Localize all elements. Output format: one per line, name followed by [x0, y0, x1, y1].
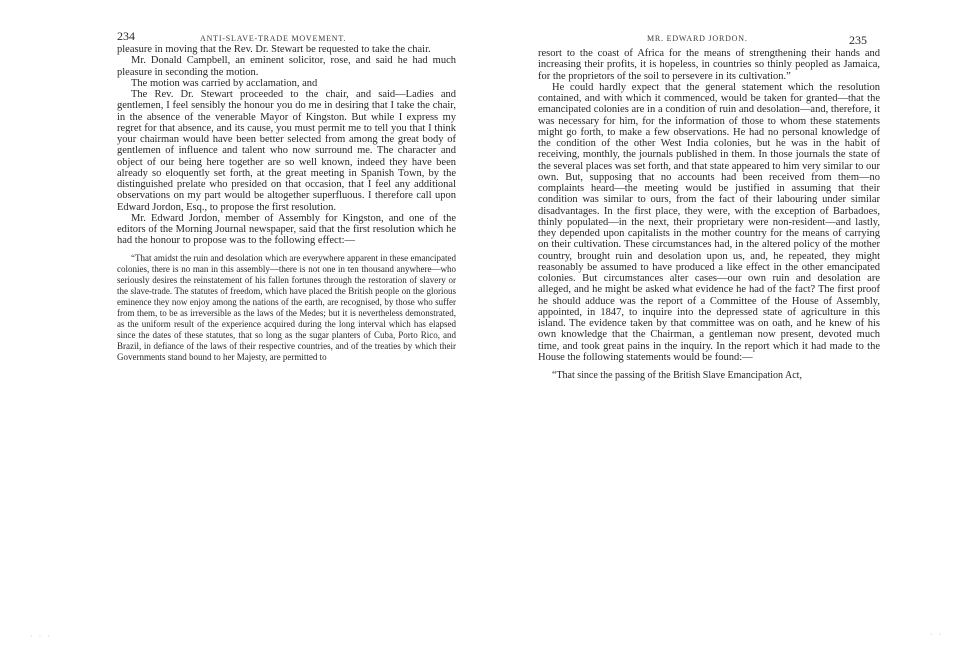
- paragraph: pleasure in moving that the Rev. Dr. Stewart be requested to take the chair.: [117, 44, 431, 55]
- text-column: [117, 44, 456, 363]
- page-number: 235: [849, 33, 867, 47]
- running-head: MR. EDWARD JORDON.: [647, 34, 748, 43]
- paragraph: resort to the coast of Africa for the means of strengthening their hands and increasing their profits, it is hopeless, in countries so thinly peopled as Jamaica, for the proprietors of the soil to persevere in its cultivation.”: [538, 48, 880, 82]
- paragraph: The Rev. Dr. Stewart proceeded to the chair, and said—Ladies and gentlemen, I feel sensibly the honour you do me in desiring that I take the chair, in the absence of the venerable Mayor of Kingston. But while I express my regret for that absence, and its cause, you must permit me to tell you that I think your chairman would have been better selected from among the great body of gentlemen of influence and talent who now surround me. The character and object of our being here together are so well known, indeed they have been already so eloquently set forth, at the great meeting in Spanish Town, by the distinguished prelate who presided on that occasion, that I feel any additional observations on my part would be altogether superfluous. I therefore call upon Edward Jordon, Esq., to propose the first resolution.: [117, 89, 456, 213]
- scan-specks: · ·: [930, 630, 944, 639]
- paragraph: Mr. Edward Jordon, member of Assembly for Kingston, and one of the editors of the Morning Journal newspaper, said that the first resolution which he had the honour to propose was to the following effect:—: [117, 212, 456, 247]
- scan-specks: · · ·: [30, 632, 52, 641]
- paragraph: Mr. Donald Campbell, an eminent solicitor, rose, and said he had much pleasure in seconding the motion.: [117, 55, 456, 78]
- paragraph: The motion was carried by acclamation, and: [131, 77, 318, 89]
- text-column: [538, 48, 880, 381]
- block-quote-start: “That since the passing of the British Slave Emancipation Act,: [552, 370, 802, 381]
- page-number: 234: [117, 29, 135, 43]
- paragraph: He could hardly expect that the general statement which the resolution contained, and with which it commenced, would be taken for granted—that the emancipated colonies are in a condition of ruin and desolation—and, therefore, it was necessary for him, for the information of those to whom these statements might go forth, to make a few observations. He had no personal knowledge of the condition of the other West India colonies, but he was in the habit of receiving, monthly, the journals published in them. In those journals the state of the several places was set forth, and that state appeared to him very similar to our own. But, supposing that no accounts had been received from them—no complaints heard—the meeting would be justified in assuming that their condition was similar to ours, from the fact of their labouring under similar disadvantages. In the first place, they were, with the exception of Barbadoes, thinly populated—in the next, their proprietary were non-resident—and lastly, they depended upon capitalists in the mother country for the means of carrying on their cultivation. These circumstances had, in the altered policy of the mother country, brought ruin and desolation upon us, and, he repeated, they might reasonably be assumed to have produced a like effect in the other emancipated colonies. But circumstances alter cases—our own ruin and desolation are alleged, and he might be asked what evidence he had of the fact? The first proof he should adduce was the report of a Committee of the House of Assembly, appointed, in 1847, to inquire into the depressed state of agriculture in this island. The evidence taken by that committee was on oath, and he knew of his own knowledge that the Chairman, a gentleman now present, devoted much time, and took great pains in the inquiry. In the report which it had made to the House the following statements would be found:—: [538, 81, 880, 363]
- running-head: ANTI-SLAVE-TRADE MOVEMENT.: [200, 34, 347, 43]
- right-page: [490, 0, 980, 656]
- block-quote: “That amidst the ruin and desolation which are everywhere apparent in these emancipated colonies, there is no man in this assembly—there is not one in ten thousand anywhere—who seriously desires the reinstatement of his fallen fortunes through the restoration of slavery or the slave-trade. The statutes of freedom, which have placed the British people on the glorious eminence they now enjoy among the nations of the earth, are recognised, by those who suffer from them, to be as irreversible as the laws of the Medes; but it is nevertheless demonstrated, as the uniform result of the experience acquired during the long interval which has elapsed since the dates of these statutes, that so long as the sugar planters of Cuba, Porto Rico, and Brazil, in defiance of the laws of their respective countries, and of the treaties by which their Governments stand bound to her Majesty, are permitted to: [117, 252, 456, 363]
